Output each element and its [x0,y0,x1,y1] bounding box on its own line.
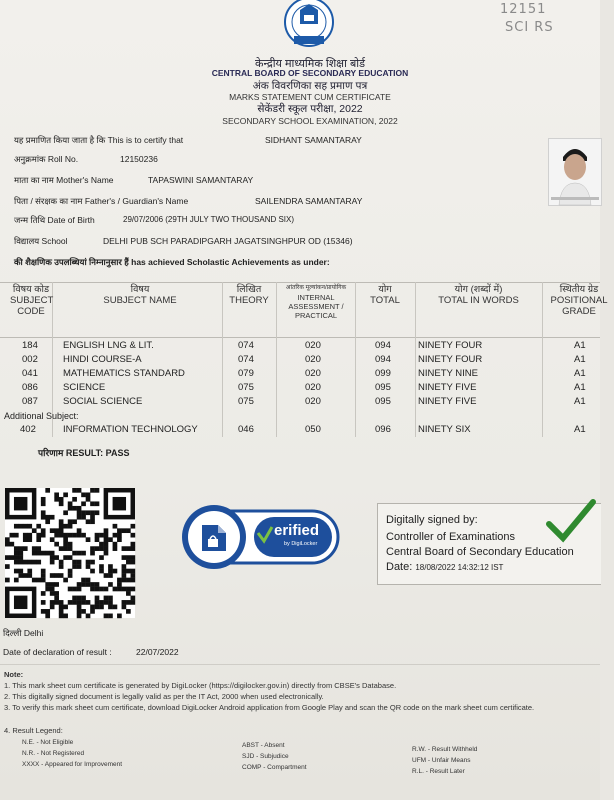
dob-label: जन्म तिथि Date of Birth [14,215,95,225]
cell-theory: 074 [238,340,254,351]
cell-words: NINETY FIVE [418,382,477,393]
school-label: विद्यालय School [14,236,68,246]
cell-theory: 075 [238,382,254,393]
cell-code: 086 [22,382,38,393]
col-words-header: योग (शब्दों में) TOTAL IN WORDS [438,284,519,306]
cell-ia: 020 [305,340,321,351]
digilocker-verified-badge [180,503,340,571]
board-name-english: CENTRAL BOARD OF SECONDARY EDUCATION [211,68,409,78]
mother-label: माता का नाम Mother's Name [14,175,114,185]
cell-name: MATHEMATICS STANDARD [63,368,185,379]
cell-grade: A1 [574,382,586,393]
cell-words: NINETY FOUR [418,354,483,365]
cell-code: 402 [20,424,36,435]
digital-signature-box [377,503,601,585]
note-1: 1. This mark sheet cum certificate is generated by DigiLocker (https://digilocker.gov.in) directly from CBSE's Database. [4,681,397,690]
cell-words: NINETY NINE [418,368,479,379]
col-name-header: विषय SUBJECT NAME [103,284,177,306]
cell-name: HINDI COURSE-A [63,354,142,365]
cell-total: 094 [375,354,391,365]
cell-theory: 046 [238,424,254,435]
cell-grade: A1 [574,340,586,351]
note-4: 4. Result Legend: [4,726,63,735]
place-text: दिल्ली Delhi [3,628,44,638]
certificate-title-hindi: अंक विवरणिका सह प्रमाण पत्र [252,80,368,92]
col-theory-header: लिखित THEORY [229,284,269,306]
cell-total: 095 [375,382,391,393]
student-photo [548,138,602,206]
cell-ia: 020 [305,382,321,393]
cell-ia: 050 [305,424,321,435]
dob-value: 29/07/2006 (29TH JULY TWO THOUSAND SIX) [123,215,295,224]
cell-ia: 020 [305,354,321,365]
student-name: SIDHANT SAMANTARAY [265,135,362,145]
handwritten-note-1: 12151 [500,2,547,17]
declaration-date: 22/07/2022 [136,647,179,657]
legend-col-3: R.W. - Result Withheld UFM - Unfair Means R.L. - Result Later [412,746,478,775]
result-text: परिणाम RESULT: PASS [38,448,130,458]
legend-col-2: ABST - Absent SJD - Subjudice COMP - Compartment [242,742,307,771]
roll-number: 12150236 [120,154,158,164]
cell-code: 184 [22,340,38,351]
cell-ia: 020 [305,368,321,379]
cell-words: NINETY FOUR [418,340,483,351]
note-3: 3. To verify this mark sheet cum certificate, download DigiLocker Android application from Google Play and scan the QR code on the mark sheet cum certificate. [4,703,535,712]
col-total-header: योग TOTAL [370,284,400,306]
declaration-label: Date of declaration of result : [3,647,112,657]
cell-theory: 074 [238,354,254,365]
certify-label: यह प्रमाणित किया जाता है कि This is to certify that [14,135,184,145]
col-code-header: विषय कोड SUBJECT CODE [10,284,54,317]
handwritten-note-2: SCI RS [505,20,554,35]
cell-grade: A1 [574,424,586,435]
cell-words: NINETY SIX [418,424,471,435]
cell-theory: 075 [238,396,254,407]
sig-line-3: Central Board of Secondary Education [386,546,574,558]
exam-name-english: SECONDARY SCHOOL EXAMINATION, 2022 [222,116,398,126]
cell-grade: A1 [574,396,586,407]
father-name: SAILENDRA SAMANTARAY [255,196,363,206]
cell-grade: A1 [574,368,586,379]
roll-label: अनुक्रमांक Roll No. [14,154,79,164]
school-value: DELHI PUB SCH PARADIPGARH JAGATSINGHPUR OD (15346) [103,236,353,246]
table-row-additional [0,424,600,436]
table-row [0,368,600,380]
verified-text: erified [274,522,320,539]
cell-name: SCIENCE [63,382,106,393]
table-row [0,382,600,394]
father-label: पिता / संरक्षक का नाम Father's / Guardian's Name [14,196,189,206]
table-row [0,354,600,366]
cell-name: ENGLISH LNG & LIT. [63,340,154,351]
check-icon [546,498,596,549]
table-row [0,396,600,408]
cell-grade: A1 [574,354,586,365]
additional-subject-label: Additional Subject: [4,411,79,421]
cell-words: NINETY FIVE [418,396,477,407]
cell-total: 099 [375,368,391,379]
cell-total: 096 [375,424,391,435]
cell-code: 041 [22,368,38,379]
cell-theory: 079 [238,368,254,379]
achievements-label: की शैक्षणिक उपलब्धियां निम्नानुसार हैं has achieved Scholastic Achievements as under: [14,257,330,267]
sig-line-1: Digitally signed by: [386,514,478,526]
table-row [0,340,600,352]
board-name-hindi: केन्द्रीय माध्यमिक शिक्षा बोर्ड [255,58,365,70]
sig-line-2: Controller of Examinations [386,531,516,543]
certificate-title-english: MARKS STATEMENT CUM CERTIFICATE [229,92,391,102]
mother-name: TAPASWINI SAMANTARAY [148,175,254,185]
cell-code: 087 [22,396,38,407]
sig-date: Date: 18/08/2022 14:32:12 IST [386,561,504,573]
note-2: 2. This digitally signed document is legally valid as per the IT Act, 2000 when used electronically. [4,692,324,701]
cell-total: 095 [375,396,391,407]
col-grade-header: स्थितीय ग्रेड POSITIONAL GRADE [550,284,608,317]
qr-code [5,488,135,618]
cell-ia: 020 [305,396,321,407]
col-ia-header: आंतरिक मूल्यांकन/प्रायोगिक INTERNAL ASSESSMENT / PRACTICAL [285,285,347,320]
verified-subtext: by DigiLocker [284,541,318,547]
cell-name: INFORMATION TECHNOLOGY [63,424,198,435]
cbse-logo [278,0,340,52]
notes-title: Note: [4,670,24,679]
exam-name-hindi: सेकेंडरी स्कूल परीक्षा, 2022 [257,103,363,115]
legend-col-1: N.E. - Not Eligible N.R. - Not Registered XXXX - Appeared for Improvement [22,739,123,768]
cell-total: 094 [375,340,391,351]
cell-name: SOCIAL SCIENCE [63,396,143,407]
cell-code: 002 [22,354,38,365]
